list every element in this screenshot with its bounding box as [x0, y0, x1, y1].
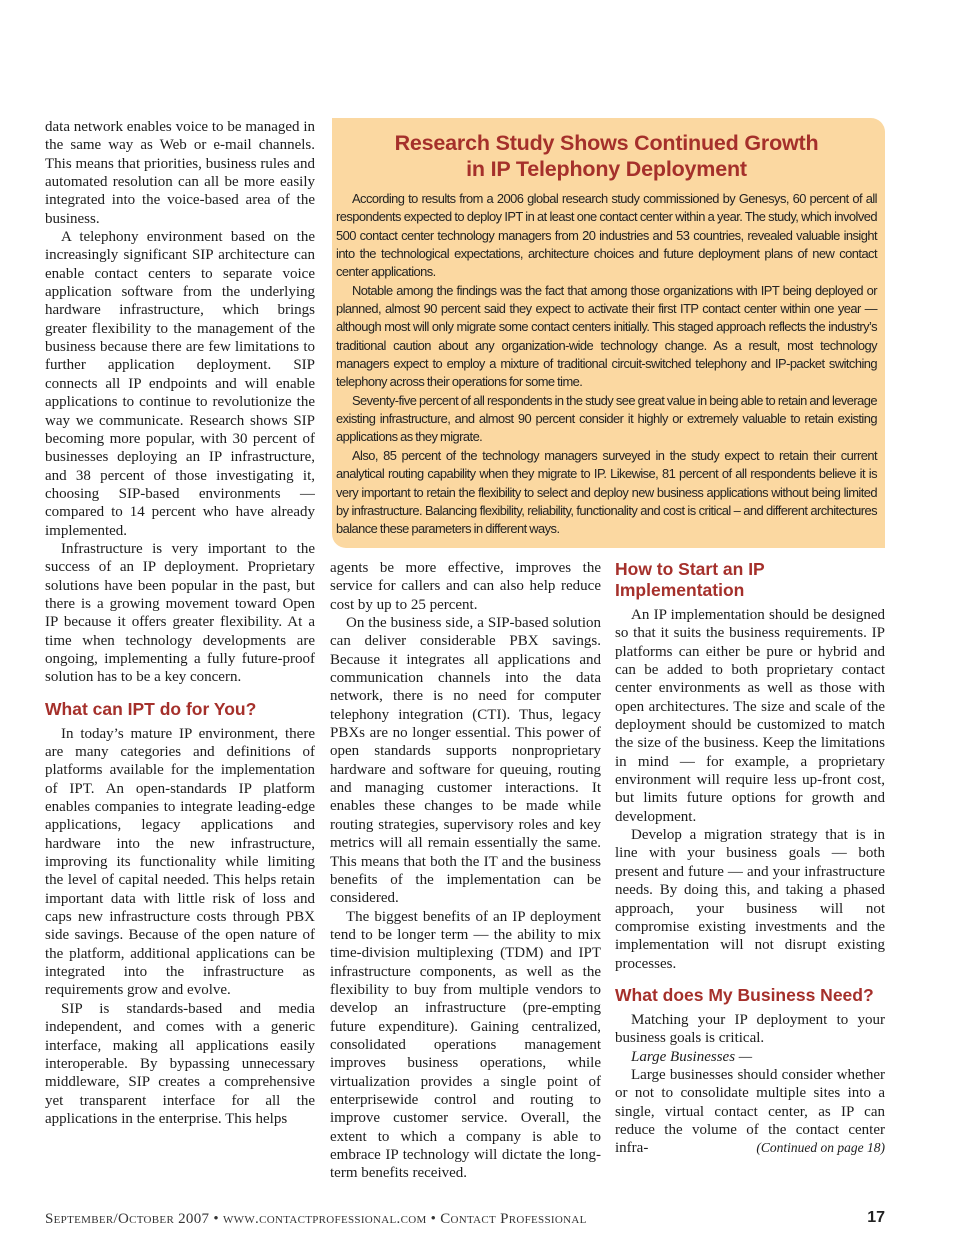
research-sidebar-box — [332, 118, 885, 548]
paragraph: Develop a migration strategy that is in line with your business goals — both present and future — and your infrastructure needs. By doing this, and taking a phased approach, your business will not compromise existing investments and the implementation will not disrupt existing processes. — [615, 827, 885, 972]
paragraph: Matching your IP deployment to your business goals is critical. — [615, 1011, 885, 1047]
sidebar-paragraph: Seventy-five percent of all respondents in the study see great value in being able to retain and leverage existing infrastructure, and almost 90 percent consider it highly or extremely valuable to retain existing applications as they migrate. — [336, 392, 877, 445]
section-heading-business-need: What does My Business Need? — [615, 984, 874, 1005]
paragraph: The biggest benefits of an IP deployment tend to be longer term — the ability to mix time-division multiplexing (TDM) and IPT infrastructure components, as well as the flexibility to buy from multiple vendors to develop an infrastructure (pre-empting future expenditure). Gaining centralized, consolidated operations management improves business operations, while virtualization provides a single point of enterprisewide control and routing to improve customer service. Overall, the extent to which a company is able to embrace IP technology will dictate the long-term benefits received. — [330, 908, 601, 1182]
paragraph: A telephony environment based on the increasingly significant SIP architecture can enable contact centers to separate voice application software from the underlying hardware infrastructure, which brings greater flexibility to the management of the business because there are few limitations to further application deployment. SIP connects all IP endpoints and will enable applications to continue to revolutionize the way we communicate. Research shows SIP becoming more popular, with 30 percent of businesses deploying an IP infrastructure, and 38 percent of those investigating it, choosing SIP-based environments — compared to 14 percent who have already implemented. — [45, 229, 315, 539]
page-footer — [45, 1207, 885, 1231]
paragraph — [615, 1066, 885, 1158]
sidebar-paragraph: Also, 85 percent of the technology managers surveyed in the study expect to retain their current analytical routing capability when they migrate to IP. Likewise, 81 percent of all respondents believe it is very important to retain the flexibility to select and deploy new business applications without being limited by infrastructure. Balancing flexibility, reliability, functionality and cost is critical – and different architectures balance these parameters in different ways. — [336, 447, 877, 537]
paragraph-text: Large businesses should consider whether or not to consolidate multiple sites into a single, virtual contact center, as IP can reduce the volume of the contact center infra- — [615, 1066, 885, 1157]
paragraph: An IP implementation should be designed so that it suits the business requirements. IP platforms can either be pure or hybrid and can be added to both proprietary contact center environments as well as those with open architectures. The size and scale of the deployment should be customized to match the size of the business. Keep the limitations in mind — for example, a proprietary environment will require less up-front cost, but limits future options for growth and development. — [615, 607, 885, 825]
paragraph: data network enables voice to be managed in the same way as Web or e-mail channels. This means that priorities, business rules and automated resolution can all be more easily integrated into the voice-based area of the business. — [45, 119, 315, 227]
paragraph: In today’s mature IP environment, there are many categories and definitions of platforms available for the implementation of IPT. An open-standards IP platform enables companies to integrate leading-edge applications, legacy applications and hardware into the new infrastructure, improving its functionality while limiting the level of capital needed. This helps retain important data with little risk of loss and caps new infrastructure costs through PBX side savings. Because of the open nature of the platform, additional applications can be integrated into the infrastructure as requirements grow and evolve. — [45, 725, 315, 999]
article-column-3 — [615, 559, 885, 1186]
article-column-1 — [45, 118, 315, 1186]
page-number: 17 — [867, 1209, 885, 1226]
section-heading-how-to-start: How to Start an IP Implementation — [615, 559, 765, 600]
sidebar-paragraph: According to results from a 2006 global research study commissioned by Genesys, 60 percent of all respondents expected to deploy IPT in at least one contact center within a year. The study, which involved 500 contact center technology managers from 20 industries and 53 countries, revealed valuable insight into the technological expectations, architecture choices and future deployment plans of new contact center applications. — [336, 191, 877, 280]
paragraph: On the business side, a SIP-based solution can deliver considerable PBX savings. Because it integrates all applications and communication channels into the data network, there is no need for computer telephony integration (CTI). Thus, legacy PBXs are no longer essential. This power of open standards supports nonproprietary hardware and software for queuing, routing and managing customer interactions. It enables these changes to be made while routing strategies, supervisory roles and key metrics will all remain essentially the same. This means that both the IT and the business benefits of the implementation can be considered. — [330, 615, 601, 907]
subheading-large-businesses: Large Businesses — — [631, 1048, 753, 1065]
footer-publication-line: September/October 2007 • www.contactprofessional.com • Contact Professional — [45, 1211, 587, 1227]
sidebar-paragraph: Notable among the findings was the fact that among those organizations with IPT being deployed or planned, almost 90 percent said they expect to activate their first ITP contact center within one year — although most will only migrate some contact centers initially. This staged approach reflects the industry’s traditional caution about any organization-wide technology change. As a result, most technology managers expect to employ a mixture of traditional circuit-switched telephony and IP-packet switching telephony across their operations for some time. — [336, 282, 877, 390]
sidebar-title-line-2: in IP Telephony Deployment — [466, 157, 747, 181]
article-column-2 — [330, 559, 601, 1186]
sidebar-title — [336, 130, 877, 182]
paragraph: Infrastructure is very important to the success of an IP deployment. Proprietary solutions have been popular in the past, but there is a growing movement toward Open IP because it offers greater flexibility. At a time when technology developments are ongoing, implementing a fully future-proof solution has to be a key concern. — [45, 540, 315, 686]
sidebar-title-line-1: Research Study Shows Continued Growth — [394, 131, 819, 155]
continued-note: (Continued on page 18) — [756, 1140, 885, 1156]
paragraph: SIP is standards-based and media independent, and comes with a generic interface, making all applications easily interoperable. By bypassing unnecessary middleware, SIP creates a comprehensive yet transparent interface for all the applications in the enterprise. This helps — [45, 1000, 315, 1127]
section-heading-what-can-ipt-do: What can IPT do for You? — [45, 698, 257, 719]
paragraph: agents be more effective, improves the service for callers and can also help reduce cost by up to 25 percent. — [330, 560, 601, 613]
